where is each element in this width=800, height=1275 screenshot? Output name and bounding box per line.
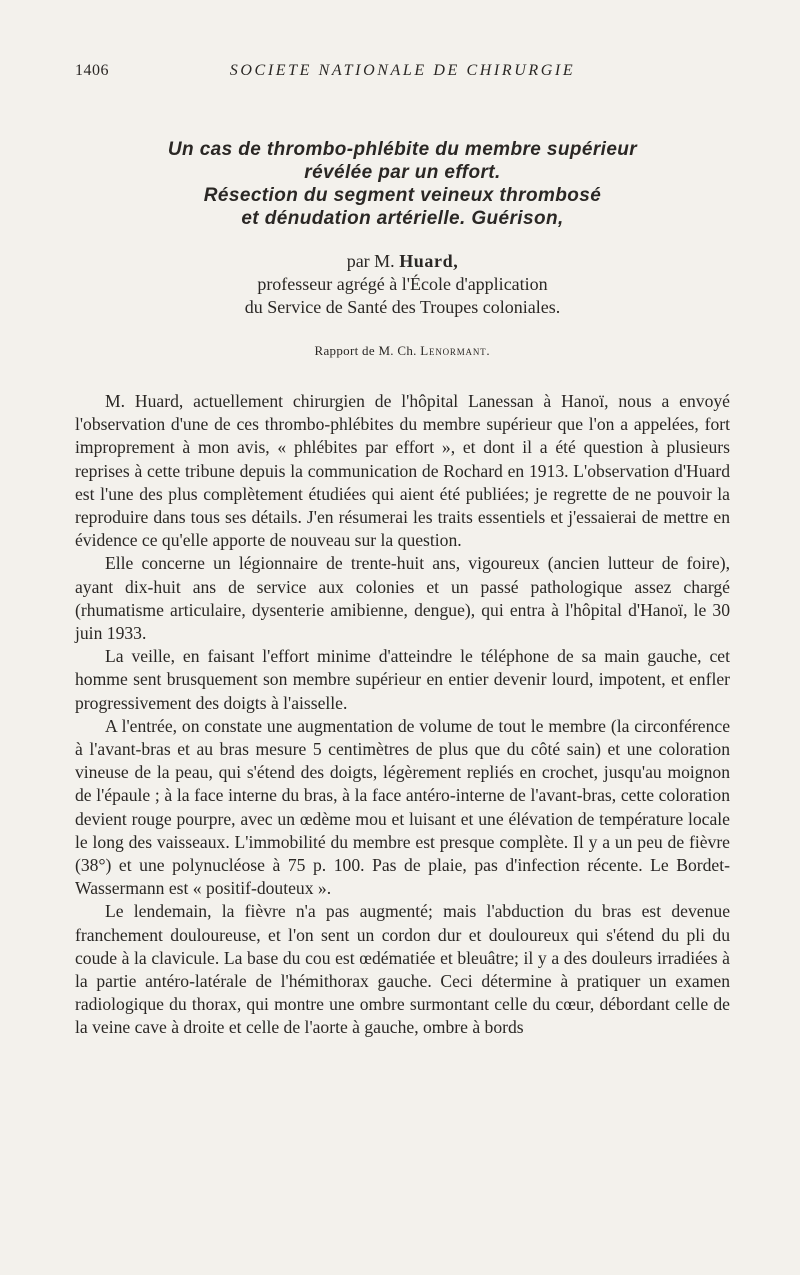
title-line: Résection du segment veineux thrombosé <box>203 185 602 206</box>
paragraph: Le lendemain, la fièvre n'a pas augmenté; mais l'abduction du bras est devenue franchement douloureuse, et l'on sent un cordon dur et douloureux qui s'étend du pli du coude à la clavicule. La base du cou est œdématiée et bleuâtre; il y a des douleurs irradiées à la partie antéro-latérale de l'hémithorax gauche. Ceci détermine à pratiquer un examen radiologique du thorax, qui montre une ombre surmontant celle du cœur, débordant celle de la veine cave à droite et celle de l'aorte à gauche, ombre à bords <box>75 901 730 1038</box>
paragraph: A l'entrée, on constate une augmentation de volume de tout le membre (la circonférence à l'avant-bras et au bras mesure 5 centimètres de plus que du côté sain) et une coloration vineuse de la peau, qui s'étend des doigts, légèrement repliés en crochet, jusqu'au moignon de l'épaule ; à la face interne du bras, à la face antéro-interne de l'avant-bras, cette coloration devient rouge pourpre, avec un œdème mou et luisant et une élévation de température locale le long des vaisseaux. L'immobilité du membre est presque complète. Il y a un peu de fièvre (38°) et une polynucléose à 75 p. 100. Pas de plaie, pas d'infection récente. Le Bordet-Wassermann est « positif-douteux ». <box>75 715 730 899</box>
title-line: révélée par un effort. <box>304 162 501 183</box>
page-number: 1406 <box>75 62 109 79</box>
affiliation-line: professeur agrégé à l'École d'application <box>257 274 548 294</box>
article-title <box>75 138 730 230</box>
author-line <box>75 250 730 273</box>
article-body <box>75 390 730 1040</box>
affiliation-line: du Service de Santé des Troupes coloniales. <box>244 297 561 317</box>
author-name: Huard, <box>399 251 459 271</box>
paragraph: Elle concerne un légionnaire de trente-huit ans, vigoureux (ancien lutteur de foire), ayant dix-huit ans de service aux colonies et un passé pathologique assez chargé (rhumatisme articulaire, dysenterie amibienne, dengue), qui entra à l'hôpital d'Hanoï, le 30 juin 1933. <box>75 553 730 644</box>
paragraph: M. Huard, actuellement chirurgien de l'hôpital Lanessan à Hanoï, nous a envoyé l'observation d'une de ces thrombo-phlébites du membre supérieur que l'on a appelées, fort improprement à mon avis, « phlébites par effort », et dont il a été question à plusieurs reprises à cette tribune depuis la communication de Rochard en 1913. L'observation d'Huard est l'une des plus complètement étudiées qui aient été publiées; je regrette de ne pouvoir la reproduire dans tous ses détails. J'en résumerai les traits essentiels et j'essaierai de mettre en évidence ce qu'elle apporte de nouveau sur la question. <box>75 391 730 551</box>
journal-title: SOCIETE NATIONALE DE CHIRURGIE <box>229 62 576 79</box>
author-prefix: par M. <box>346 251 395 271</box>
running-head <box>75 62 730 86</box>
rapport-name: Lenormant. <box>420 343 491 358</box>
paragraph: La veille, en faisant l'effort minime d'atteindre le téléphone de sa main gauche, cet homme sent brusquement son membre supérieur en entier devenir lourd, impotent, et enfler progressivement des doigts à l'aisselle. <box>75 646 730 713</box>
title-line: et dénudation artérielle. Guérison, <box>241 208 564 229</box>
rapport-line <box>75 343 730 359</box>
title-line: Un cas de thrombo-phlébite du membre supérieur <box>167 139 638 160</box>
author-block <box>75 250 730 319</box>
rapport-prefix: Rapport de M. Ch. <box>314 343 417 358</box>
